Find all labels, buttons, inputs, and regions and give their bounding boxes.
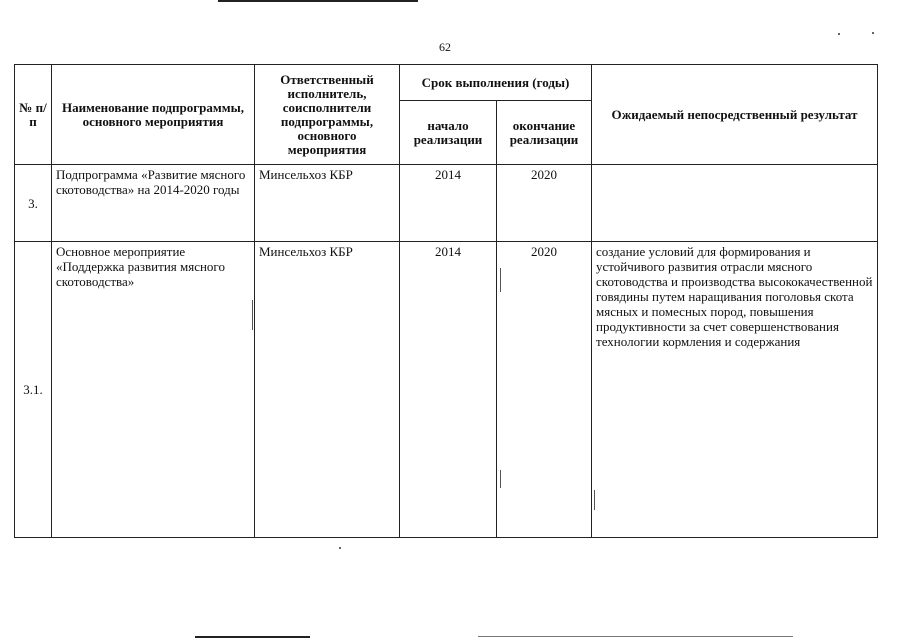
header-executor: Ответственный исполнитель, соисполнители подпрограммы, основного мероприятия bbox=[255, 65, 400, 165]
row-num: 3. bbox=[15, 165, 52, 242]
header-term: Срок выполнения (годы) bbox=[400, 65, 592, 101]
scan-artifact-bottom-right bbox=[478, 636, 793, 637]
header-row bbox=[15, 65, 878, 101]
header-end: окончание реализации bbox=[497, 101, 592, 165]
row-result bbox=[592, 165, 878, 242]
page-number: 62 bbox=[439, 40, 451, 54]
scan-dash bbox=[500, 268, 501, 292]
scan-artifact-top bbox=[218, 0, 418, 2]
row-start: 2014 bbox=[400, 242, 497, 538]
row-start: 2014 bbox=[400, 165, 497, 242]
table-row bbox=[15, 165, 878, 242]
row-result: создание условий для формирования и устойчивого развития отрасли мясного скотоводства и производства высококачественной говядины путем наращивания поголовья скота мясных и помесных пород, повышения продуктивности за счет совершенствования технологии кормления и содержания bbox=[592, 242, 878, 538]
header-start: начало реализации bbox=[400, 101, 497, 165]
scan-dash bbox=[594, 490, 595, 510]
program-table bbox=[14, 64, 878, 538]
header-result: Ожидаемый непосредственный результат bbox=[592, 65, 878, 165]
row-executor: Минсельхоз КБР bbox=[255, 242, 400, 538]
row-end: 2020 bbox=[497, 242, 592, 538]
table-row bbox=[15, 242, 878, 538]
scan-artifact-bottom-left bbox=[195, 636, 310, 638]
scan-dot bbox=[339, 547, 341, 549]
scan-dash bbox=[500, 470, 501, 488]
scan-dot bbox=[872, 32, 874, 34]
row-end: 2020 bbox=[497, 165, 592, 242]
row-num: 3.1. bbox=[15, 242, 52, 538]
header-num: № п/п bbox=[15, 65, 52, 165]
header-name: Наименование подпрограммы, основного мероприятия bbox=[52, 65, 255, 165]
row-name: Основное мероприятие «Поддержка развития мясного скотоводства» bbox=[52, 242, 255, 538]
row-executor: Минсельхоз КБР bbox=[255, 165, 400, 242]
scan-dot bbox=[838, 33, 840, 35]
scan-dash bbox=[252, 300, 253, 330]
row-name: Подпрограмма «Развитие мясного скотоводства» на 2014-2020 годы bbox=[52, 165, 255, 242]
